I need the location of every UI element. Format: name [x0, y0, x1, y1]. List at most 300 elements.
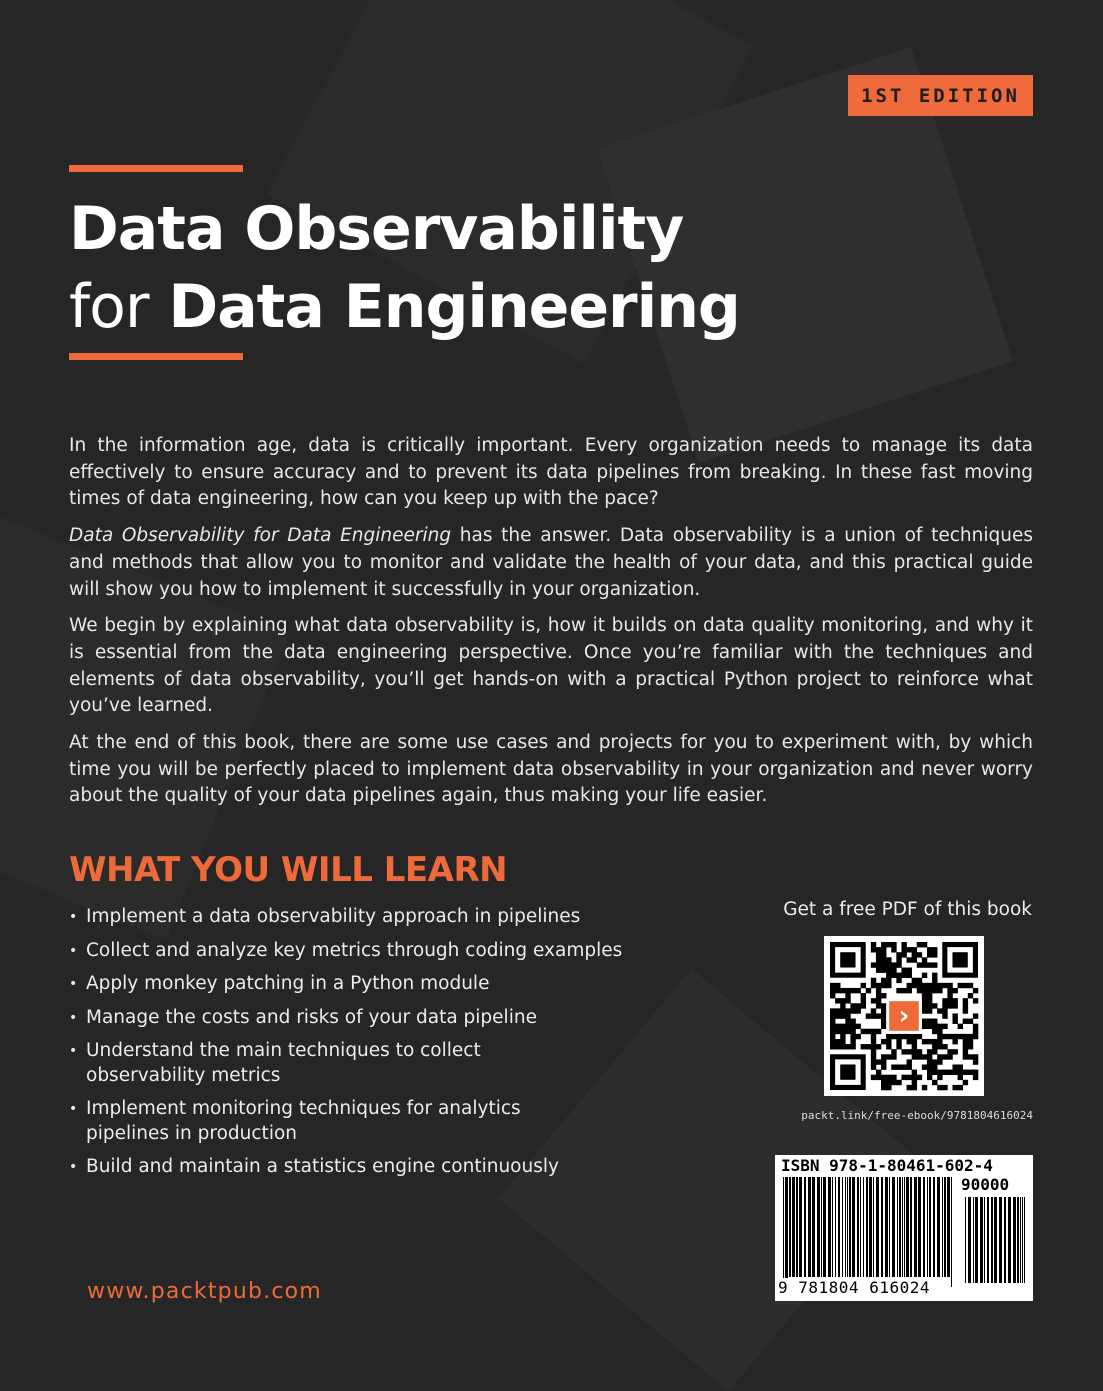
- learn-item: • Apply monkey patching in a Python module: [69, 972, 649, 997]
- qr-module: [845, 988, 850, 993]
- qr-module: [876, 1070, 881, 1075]
- barcode-bar: [832, 1177, 833, 1277]
- barcode-bar: [923, 1177, 925, 1277]
- qr-module: [947, 1070, 952, 1075]
- qr-module: [881, 978, 886, 983]
- barcode-bar: [1017, 1197, 1019, 1283]
- qr-module: [907, 1085, 912, 1090]
- isbn-number: ISBN 978-1-80461-602-4: [781, 1156, 993, 1175]
- qr-module: [907, 983, 912, 988]
- qr-module: [891, 1075, 896, 1080]
- qr-module: [963, 1044, 968, 1049]
- qr-module: [896, 988, 901, 993]
- barcode-bar: [947, 1177, 950, 1277]
- qr-module: [932, 1080, 937, 1085]
- title-line-2: Data Engineering: [168, 272, 740, 342]
- barcode-bar: [785, 1177, 788, 1287]
- qr-module: [963, 1070, 968, 1075]
- qr-module: [952, 1019, 957, 1024]
- edition-badge: 1ST EDITION: [848, 75, 1033, 116]
- barcode-bar: [821, 1177, 822, 1277]
- barcode-bar: [845, 1177, 846, 1277]
- qr-module: [881, 1008, 886, 1013]
- qr-module: [891, 1064, 896, 1069]
- qr-module: [963, 1019, 968, 1024]
- qr-module: [871, 1034, 876, 1039]
- qr-module: [845, 998, 850, 1003]
- learn-item: • Build and maintain a statistics engine continuously: [69, 1155, 649, 1180]
- qr-module: [861, 998, 866, 1003]
- qr-module: [896, 957, 901, 962]
- qr-module: [932, 1019, 937, 1024]
- qr-module: [856, 988, 861, 993]
- barcode-bar: [991, 1197, 993, 1283]
- qr-module: [907, 957, 912, 962]
- barcode-bar: [999, 1197, 1002, 1283]
- learn-item: • Understand the main techniques to collect observability metrics: [69, 1039, 506, 1088]
- description-paragraph: In the information age, data is critically important. Every organization needs to manage its data effectively to ensure accuracy and to prevent its data pipelines from breaking. In these fast moving times of data engineering, how can you keep up with the pace?: [69, 435, 1033, 510]
- qr-module: [917, 1049, 922, 1054]
- qr-module: [942, 1013, 947, 1018]
- qr-module: [922, 993, 927, 998]
- qr-module: [958, 1024, 963, 1029]
- qr-module: [830, 1029, 835, 1034]
- qr-module: [901, 947, 906, 952]
- qr-module: [896, 1039, 901, 1044]
- barcode-bar: [873, 1177, 874, 1277]
- barcode-bar: [965, 1197, 966, 1283]
- qr-module: [922, 1085, 927, 1090]
- barcode-bar: [929, 1177, 931, 1277]
- qr-module: [932, 1039, 937, 1044]
- qr-module: [876, 968, 881, 973]
- qr-module: [881, 1080, 886, 1085]
- qr-module: [927, 947, 932, 952]
- qr-module: [850, 1044, 855, 1049]
- qr-module: [973, 1013, 978, 1018]
- qr-module: [881, 983, 886, 988]
- qr-module: [927, 1003, 932, 1008]
- qr-module: [952, 1085, 957, 1090]
- qr-code[interactable]: [824, 936, 984, 1096]
- qr-module: [896, 973, 901, 978]
- barcode-bar: [804, 1177, 806, 1277]
- qr-module: [876, 1029, 881, 1034]
- qr-module: [850, 1039, 855, 1044]
- qr-module: [845, 1008, 850, 1013]
- learn-item: • Implement a data observability approach in pipelines: [69, 905, 649, 930]
- barcode-bar: [857, 1177, 859, 1277]
- qr-module: [952, 998, 957, 1003]
- learn-item: • Implement monitoring techniques for analytics pipelines in production: [69, 1097, 546, 1146]
- qr-module: [876, 1044, 881, 1049]
- qr-module: [947, 1049, 952, 1054]
- qr-module: [922, 1003, 927, 1008]
- barcode-bar: [1024, 1197, 1025, 1283]
- qr-module: [973, 1034, 978, 1039]
- qr-module: [891, 947, 896, 952]
- qr-module: [876, 962, 881, 967]
- qr-module: [937, 1070, 942, 1075]
- qr-module: [922, 1064, 927, 1069]
- qr-module: [881, 1064, 886, 1069]
- qr-module: [830, 1034, 835, 1039]
- barcode-bar: [799, 1177, 802, 1277]
- qr-module: [927, 1059, 932, 1064]
- qr-module: [840, 1034, 845, 1039]
- qr-module: [835, 1008, 840, 1013]
- qr-module: [830, 1024, 835, 1029]
- qr-module: [840, 952, 855, 967]
- qr-module: [932, 1024, 937, 1029]
- qr-module: [952, 1070, 957, 1075]
- qr-module: [942, 998, 947, 1003]
- qr-module: [963, 1034, 968, 1039]
- qr-module: [958, 983, 963, 988]
- barcode-bar: [984, 1197, 985, 1283]
- qr-module: [871, 962, 876, 967]
- qr-module: [927, 1008, 932, 1013]
- qr-module: [917, 983, 922, 988]
- qr-module: [907, 988, 912, 993]
- qr-module: [927, 1024, 932, 1029]
- description-text: has the answer. Data observability is a union of techniques and methods that allow you to monitor and validate the health of your data, and this practical guide will show you how to implement it successfully in your organization.: [69, 525, 1033, 600]
- qr-module: [886, 973, 891, 978]
- qr-module: [947, 1034, 952, 1039]
- qr-module: [871, 1029, 876, 1034]
- qr-module: [830, 1008, 835, 1013]
- barcode-bar: [869, 1177, 872, 1277]
- qr-module: [866, 1029, 871, 1034]
- qr-module: [927, 1075, 932, 1080]
- qr-module: [845, 1019, 850, 1024]
- qr-module: [907, 947, 912, 952]
- qr-module: [942, 1054, 947, 1059]
- qr-module: [881, 1054, 886, 1059]
- qr-module: [927, 952, 932, 957]
- barcode-bar: [906, 1177, 909, 1277]
- qr-module: [871, 1008, 876, 1013]
- qr-module: [963, 998, 968, 1003]
- qr-module: [876, 952, 881, 957]
- qr-module: [881, 993, 886, 998]
- qr-module: [876, 947, 881, 952]
- qr-module: [958, 1085, 963, 1090]
- qr-module: [830, 983, 835, 988]
- qr-module: [942, 983, 947, 988]
- qr-module: [901, 952, 906, 957]
- qr-module: [937, 1044, 942, 1049]
- qr-module: [942, 1003, 947, 1008]
- qr-module: [871, 1059, 876, 1064]
- qr-module: [912, 1085, 917, 1090]
- qr-module: [912, 1034, 917, 1039]
- qr-module: [917, 942, 922, 947]
- qr-module: [881, 947, 886, 952]
- qr-module: [932, 1003, 937, 1008]
- qr-module: [917, 988, 922, 993]
- qr-module: [917, 978, 922, 983]
- book-description: [69, 433, 1033, 820]
- barcode-bar: [881, 1177, 883, 1277]
- qr-module: [886, 1044, 891, 1049]
- qr-module: [830, 993, 835, 998]
- ean-number: 9 781804 616024: [778, 1278, 930, 1297]
- barcode-bar: [904, 1177, 905, 1277]
- qr-module: [835, 1013, 840, 1018]
- qr-module: [907, 968, 912, 973]
- qr-module: [876, 993, 881, 998]
- qr-module: [912, 957, 917, 962]
- qr-module: [932, 1059, 937, 1064]
- qr-module: [963, 1039, 968, 1044]
- barcode-bar: [933, 1177, 935, 1277]
- barcode-bar: [927, 1177, 928, 1277]
- qr-module: [886, 962, 891, 967]
- price-code: 90000: [961, 1175, 1010, 1194]
- qr-module: [942, 1034, 947, 1039]
- qr-module: [881, 1003, 886, 1008]
- qr-module: [932, 1070, 937, 1075]
- qr-module: [917, 1034, 922, 1039]
- qr-module: [886, 1054, 891, 1059]
- qr-module: [901, 1064, 906, 1069]
- qr-module: [937, 1029, 942, 1034]
- qr-module: [937, 988, 942, 993]
- qr-module: [871, 1013, 876, 1018]
- barcode-bar: [1004, 1197, 1006, 1283]
- qr-module: [922, 957, 927, 962]
- qr-module: [876, 1059, 881, 1064]
- qr-module: [861, 983, 866, 988]
- qr-module: [968, 1044, 973, 1049]
- qr-module: [850, 1029, 855, 1034]
- qr-module: [845, 1013, 850, 1018]
- barcode-bar: [828, 1177, 831, 1277]
- learn-item: • Collect and analyze key metrics through coding examples: [69, 939, 649, 964]
- qr-module: [861, 1029, 866, 1034]
- qr-module: [937, 983, 942, 988]
- barcode-bar: [897, 1177, 898, 1277]
- qr-module: [891, 1049, 896, 1054]
- qr-module: [896, 962, 901, 967]
- qr-module: [871, 998, 876, 1003]
- qr-module: [922, 1008, 927, 1013]
- qr-module: [952, 1013, 957, 1018]
- barcode-bar: [937, 1177, 940, 1277]
- barcode-bar: [866, 1177, 868, 1277]
- qr-module: [871, 1064, 876, 1069]
- qr-module: [891, 1054, 896, 1059]
- qr-module: [932, 1049, 937, 1054]
- qr-module: [952, 1064, 957, 1069]
- qr-module: [850, 988, 855, 993]
- qr-module: [927, 998, 932, 1003]
- publisher-website[interactable]: www.packtpub.com: [87, 1279, 322, 1304]
- qr-module: [840, 1039, 845, 1044]
- qr-module: [871, 1054, 876, 1059]
- qr-module: [952, 1034, 957, 1039]
- qr-module: [840, 1013, 845, 1018]
- barcode-bar: [789, 1177, 791, 1277]
- qr-module: [922, 983, 927, 988]
- barcode-bar: [783, 1177, 784, 1287]
- qr-module: [891, 1080, 896, 1085]
- qr-module: [963, 1003, 968, 1008]
- qr-module: [932, 1044, 937, 1049]
- qr-module: [881, 1059, 886, 1064]
- qr-module: [912, 983, 917, 988]
- qr-module: [871, 978, 876, 983]
- qr-module: [917, 952, 922, 957]
- qr-module: [968, 993, 973, 998]
- qr-module: [958, 1070, 963, 1075]
- qr-module: [973, 1024, 978, 1029]
- qr-module: [932, 952, 937, 957]
- qr-module: [973, 1059, 978, 1064]
- qr-module: [871, 1039, 876, 1044]
- qr-module: [856, 1034, 861, 1039]
- qr-module: [896, 1034, 901, 1039]
- qr-module: [968, 1070, 973, 1075]
- qr-module: [937, 1059, 942, 1064]
- qr-module: [927, 1054, 932, 1059]
- qr-module: [881, 1085, 886, 1090]
- qr-module: [963, 1054, 968, 1059]
- qr-module: [973, 1029, 978, 1034]
- barcode-bar: [899, 1177, 901, 1277]
- learn-heading: WHAT YOU WILL LEARN: [69, 850, 508, 890]
- qr-module: [927, 1049, 932, 1054]
- qr-module: [912, 952, 917, 957]
- qr-module: [876, 1013, 881, 1018]
- barcode-bar: [876, 1177, 879, 1277]
- qr-module: [927, 962, 932, 967]
- qr-module: [881, 1013, 886, 1018]
- barcode-bar: [842, 1177, 843, 1277]
- qr-module: [917, 1075, 922, 1080]
- qr-module: [896, 978, 901, 983]
- qr-module: [947, 993, 952, 998]
- qr-module: [876, 957, 881, 962]
- qr-module: [886, 1034, 891, 1039]
- qr-module: [861, 1003, 866, 1008]
- book-title-italic: Data Observability for Data Engineering: [69, 525, 452, 547]
- barcode-bar: [902, 1177, 903, 1277]
- barcode-bar: [975, 1197, 978, 1283]
- qr-module: [891, 942, 896, 947]
- qr-module: [886, 942, 891, 947]
- qr-module: [881, 1075, 886, 1080]
- qr-module: [901, 1075, 906, 1080]
- qr-module: [927, 993, 932, 998]
- qr-module: [932, 962, 937, 967]
- title-rule-top: [69, 165, 243, 172]
- barcode-bar: [796, 1177, 798, 1277]
- qr-module: [901, 1049, 906, 1054]
- barcode-bar: [968, 1197, 971, 1283]
- qr-module: [927, 983, 932, 988]
- barcode-bar: [835, 1177, 836, 1277]
- qr-module: [845, 1029, 850, 1034]
- qr-module: [942, 1085, 947, 1090]
- qr-module: [912, 1049, 917, 1054]
- qr-module: [963, 1049, 968, 1054]
- barcode-bar: [987, 1197, 989, 1283]
- qr-module: [871, 947, 876, 952]
- qr-module: [835, 1039, 840, 1044]
- book-title: [69, 190, 740, 346]
- qr-module: [840, 1044, 845, 1049]
- qr-module: [840, 988, 845, 993]
- qr-module: [947, 983, 952, 988]
- free-ebook-url[interactable]: packt.link/free-ebook/9781804616024: [801, 1109, 1033, 1122]
- qr-module: [952, 952, 967, 967]
- qr-module: [886, 1080, 891, 1085]
- qr-module: [866, 1044, 871, 1049]
- qr-module: [927, 1019, 932, 1024]
- qr-module: [922, 1019, 927, 1024]
- barcode-bar: [852, 1177, 855, 1277]
- qr-module: [932, 983, 937, 988]
- qr-module: [947, 998, 952, 1003]
- qr-module: [881, 1019, 886, 1024]
- qr-module: [927, 1039, 932, 1044]
- qr-module: [942, 1044, 947, 1049]
- qr-module: [881, 952, 886, 957]
- qr-module: [907, 1039, 912, 1044]
- qr-module: [968, 1019, 973, 1024]
- qr-module: [896, 1064, 901, 1069]
- qr-module: [927, 1070, 932, 1075]
- qr-module: [932, 1029, 937, 1034]
- learn-item: • Manage the costs and risks of your data pipeline: [69, 1006, 649, 1031]
- qr-module: [871, 1075, 876, 1080]
- barcode-bar: [918, 1177, 921, 1277]
- qr-module: [830, 1013, 835, 1018]
- qr-module: [835, 988, 840, 993]
- qr-module: [830, 1019, 835, 1024]
- qr-module: [968, 1039, 973, 1044]
- qr-module: [968, 1034, 973, 1039]
- qr-module: [901, 1034, 906, 1039]
- qr-module: [952, 1049, 957, 1054]
- qr-module: [917, 962, 922, 967]
- qr-module: [937, 1039, 942, 1044]
- barcode-bar: [1013, 1197, 1016, 1283]
- qr-module: [881, 968, 886, 973]
- barcode: [775, 1155, 1033, 1301]
- qr-module: [947, 1054, 952, 1059]
- barcode-bar: [994, 1197, 997, 1283]
- qr-module: [876, 998, 881, 1003]
- qr-module: [840, 1029, 845, 1034]
- qr-module: [881, 942, 886, 947]
- learn-list: [69, 905, 649, 1189]
- barcode-bar: [892, 1177, 895, 1277]
- qr-module: [901, 942, 906, 947]
- barcode-bar: [863, 1177, 864, 1277]
- qr-module: [886, 968, 891, 973]
- qr-module: [881, 1039, 886, 1044]
- qr-module: [958, 1064, 963, 1069]
- qr-module: [973, 988, 978, 993]
- qr-module: [917, 1054, 922, 1059]
- barcode-bar: [951, 1177, 952, 1287]
- qr-module: [835, 1029, 840, 1034]
- barcode-bar: [973, 1197, 974, 1283]
- qr-module: [907, 1059, 912, 1064]
